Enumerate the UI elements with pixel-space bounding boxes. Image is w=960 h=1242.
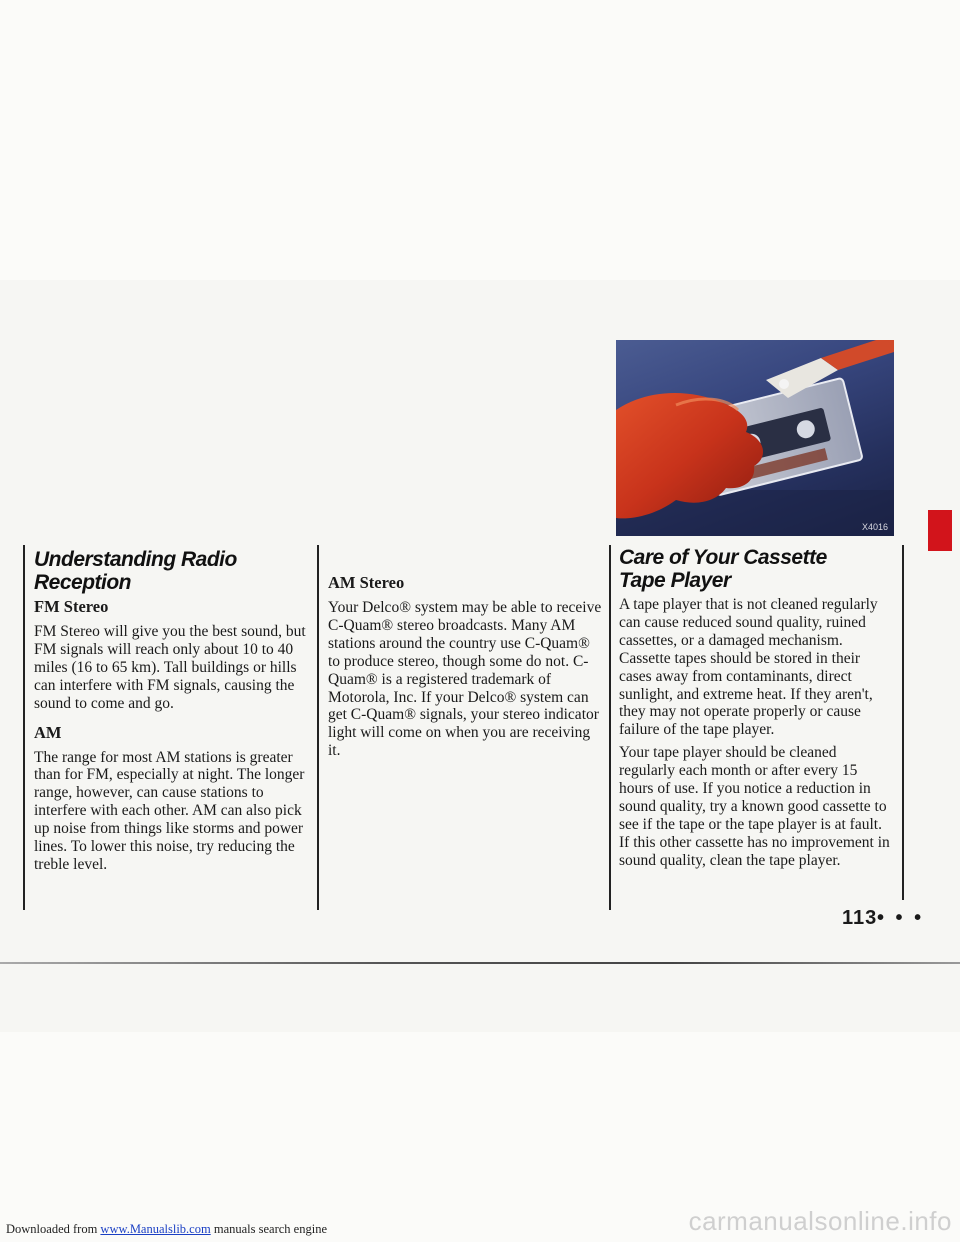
bottom-rule (0, 962, 960, 964)
photo-caption: X4016 (861, 522, 888, 532)
paragraph-cassette-care-2: Your tape player should be cleaned regularly each month or after every 15 hours of use. If you notice a reduction in sound quality, try a known good cassette to see if the tape or the tape player is at fault. If this other cassette has no improvement in sound quality, clean the tape player. (619, 744, 890, 869)
subhead-fm-stereo: FM Stereo (34, 597, 109, 616)
subhead-am: AM (34, 722, 62, 742)
left-column-rule (23, 545, 25, 910)
right-column-rule (609, 545, 611, 910)
middle-column (328, 573, 604, 760)
left-column (34, 548, 312, 874)
middle-column-rule (317, 545, 319, 910)
site-watermark: carmanualsonline.info (688, 1206, 952, 1236)
outer-column-rule (902, 545, 904, 900)
footer-prefix: Downloaded from (6, 1222, 101, 1236)
cassette-photo-illustration (616, 340, 894, 536)
section-heading-cassette-care: Care of Your Cassette Tape Player (619, 546, 827, 592)
section-thumb-tab (928, 510, 952, 551)
subhead-am-stereo: AM Stereo (328, 573, 405, 592)
paragraph-am-stereo: Your Delco® system may be able to receive C-Quam® stereo broadcasts. Many AM stations around the country use C-Quam® to produce stereo, though some do not. C-Quam® is a registered trademark of Motorola, Inc. If your Delco® system can get C-Quam® signals, your stereo indicator light will come on when you are receiving it. (328, 599, 602, 760)
page-number: 113 (842, 907, 878, 929)
section-heading-radio-reception: Understanding Radio Reception (34, 548, 237, 594)
manualslib-link[interactable]: www.Manualslib.com (100, 1222, 211, 1236)
paragraph-cassette-care-1: A tape player that is not cleaned regularly can cause reduced sound quality, ruined cassettes, or a damaged mechanism. Cassette tapes should be stored in their cases away from contaminants, direct sunlight, and extreme heat. If they aren't, they may not operate properly or cause failure of the tape player. (619, 596, 878, 739)
footer-suffix: manuals search engine (210, 1222, 327, 1236)
page-continuation-dots: • • • (877, 907, 925, 929)
paragraph-am: The range for most AM stations is greater than for FM, especially at night. The longer range, however, can cause stations to interfere with each other. AM can also pick up noise from things like storms and power lines. To lower this noise, try reducing the treble level. (34, 748, 305, 873)
paragraph-fm-stereo: FM Stereo will give you the best sound, but FM signals will reach only about 10 to 40 miles (16 to 65 km). Tall buildings or hills can interfere with FM signals, causing the sound to come and go. (34, 623, 306, 712)
cassette-cleaning-photo (616, 340, 894, 536)
download-footer (6, 1222, 327, 1237)
right-column (619, 546, 891, 870)
